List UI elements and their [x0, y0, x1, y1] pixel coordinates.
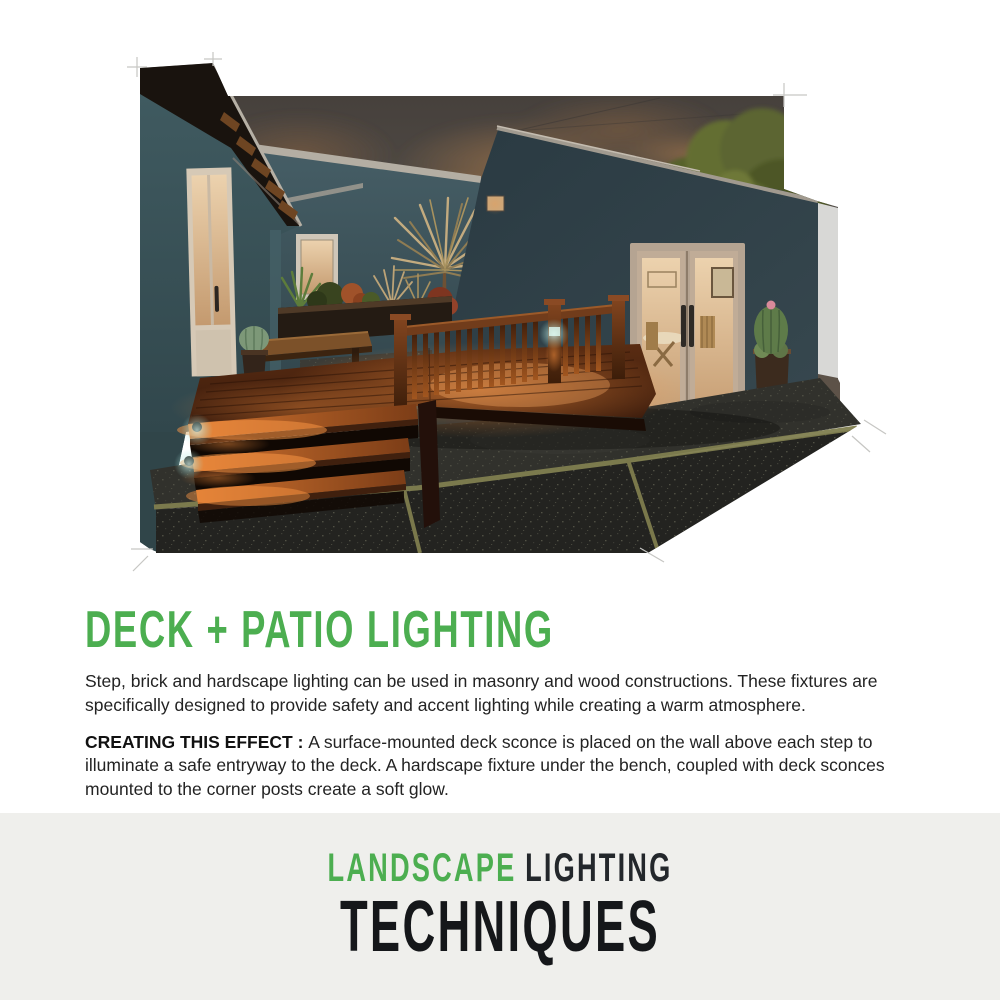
section-heading [85, 601, 933, 659]
side-panel [818, 203, 838, 378]
effect-text: A surface-mounted deck sconce is placed on the wall above each step to illuminate a safe entryway to the deck. A hardscape fixture under the bench, coupled with deck sconces mounted to the corner posts create a soft glow. [85, 731, 885, 800]
corner-post [612, 299, 625, 379]
brand-line-1 [160, 846, 840, 890]
brand-banner [0, 813, 1000, 1000]
brand-line-2: TECHNIQUES [339, 887, 661, 967]
section-heading-text: DECK + PATIO LIGHTING [85, 601, 554, 659]
effect-label: CREATING THIS EFFECT : [85, 731, 309, 752]
corner-post [394, 318, 407, 412]
door-handle [689, 305, 694, 347]
effect-paragraph [85, 731, 933, 802]
brand-landscape: LANDSCAPE [327, 846, 517, 890]
door-handle [214, 286, 219, 312]
brand-lighting: LIGHTING [525, 846, 673, 890]
left-door [186, 167, 236, 376]
door-handle [681, 305, 686, 347]
intro-paragraph: Step, brick and hardscape lighting can be used in masonry and wood constructions. These fixtures are specifically designed to provide safety and accent lighting while creating a warm atmosphere. [85, 671, 878, 715]
description-section [85, 601, 933, 815]
